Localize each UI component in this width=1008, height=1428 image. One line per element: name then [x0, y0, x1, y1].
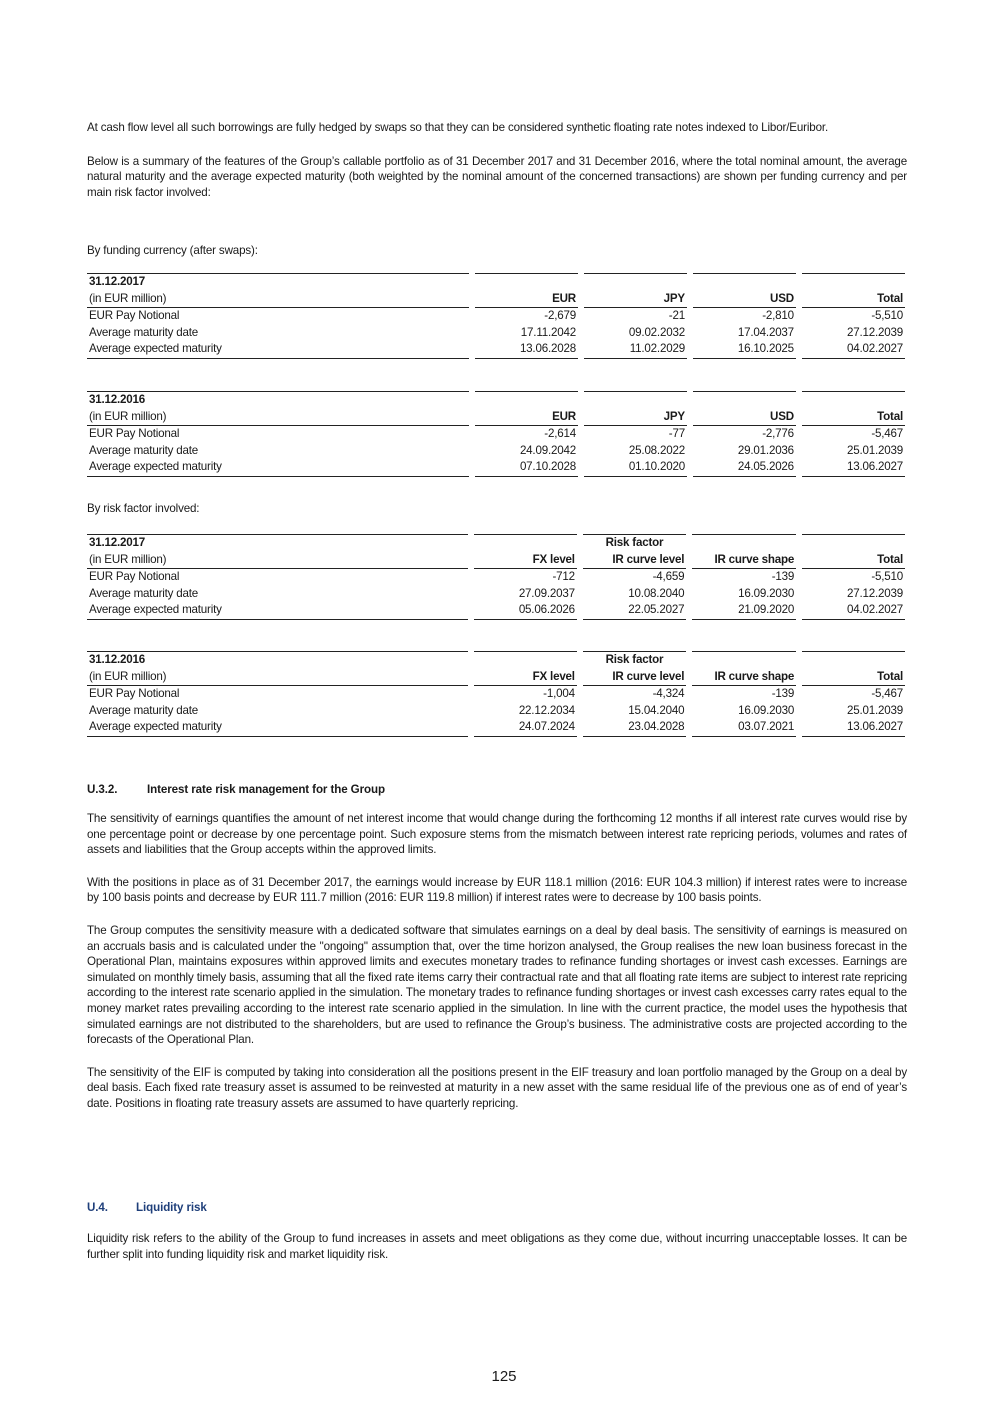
row-label: EUR Pay Notional — [89, 570, 180, 584]
cell-value: 21.09.2020 — [692, 602, 796, 619]
paragraph: The Group computes the sensitivity measure with a dedicated software that simulates earnings on a deal by deal basis. The sensitivity of earnings is measured on an accruals basis and is calculated under the "ongoing" assumption that, over the time horizon analysed, the Group realises the new loan business forecast in the Operational Plan, maintains exposures within approved limits and executes monetary trades to refinance funding shortages or invest cash excesses. Earnings are simulated on monthly timely basis, assuming that all the fixed rate items carry their contractual rate and that all floating rate items are subject to interest rate repricing according to the interest rate scenario applied in the simulation. The monetary trades to refinance funding shortages or invest cash excesses carry rates equal to the money market rates prevailing according to the interest rate scenario applied in the simulation. In line with the current practice, the model uses the hypothesis that simulated earnings are not distributed to the shareholders, but are used to refinance the Group’s business. The administrative costs are projected according to the forecasts of the Operational Plan. — [87, 923, 907, 1047]
currency-table-2017 — [87, 273, 905, 359]
column-header: USD — [693, 291, 796, 308]
cell-value: 29.01.2036 — [737, 443, 794, 457]
column-header: Total — [802, 291, 905, 308]
risk-table-2016 — [87, 651, 905, 737]
cell-value: 10.08.2040 — [628, 586, 685, 600]
column-header: Total — [802, 552, 905, 569]
table-unit: (in EUR million) — [87, 552, 468, 569]
cell-value: 24.05.2026 — [693, 459, 796, 476]
cell-value: 17.11.2042 — [520, 325, 576, 339]
cell-value: 09.02.2032 — [628, 325, 685, 339]
paragraph: The sensitivity of earnings quantifies the amount of net interest income that would change during the forthcoming 12 months if all interest rate curves would rise by one percentage point or decrease by one percentage point. Such exposure stems from the mismatch between interest rate repricing periods, volumes and rates of assets and liabilities that the Group accepts within the approved limits. — [87, 812, 907, 857]
cell-value: 27.12.2039 — [846, 586, 903, 600]
row-label: EUR Pay Notional — [89, 309, 180, 323]
cell-value: -77 — [668, 427, 685, 441]
cell-value: 16.09.2030 — [738, 586, 795, 600]
currency-table-2016 — [87, 391, 905, 477]
cell-value: 23.04.2028 — [583, 719, 687, 736]
cell-value: 22.12.2034 — [518, 703, 575, 717]
table-row — [87, 703, 905, 720]
table-row — [87, 308, 905, 325]
risk-table-2017 — [87, 534, 905, 620]
cell-value: 13.06.2028 — [475, 341, 578, 358]
row-label: EUR Pay Notional — [89, 687, 180, 701]
risk-factor-group-label: Risk factor — [583, 535, 687, 552]
column-header: IR curve level — [583, 669, 687, 686]
cell-value: 24.07.2024 — [474, 719, 577, 736]
section-heading — [87, 783, 907, 796]
table-date: 31.12.2016 — [87, 652, 468, 669]
table-row — [87, 686, 905, 703]
cell-value: -5,510 — [871, 309, 903, 323]
cell-value: -1,004 — [543, 687, 575, 701]
cell-value: -139 — [771, 570, 795, 584]
section-title: Interest rate risk management for the Group — [147, 783, 385, 796]
section-u4 — [87, 1201, 907, 1262]
table-unit: (in EUR million) — [87, 291, 469, 308]
cell-value: 16.10.2025 — [693, 341, 796, 358]
risk-factor-group-label: Risk factor — [583, 652, 687, 669]
page-number: 125 — [491, 1368, 517, 1385]
paragraph: The sensitivity of the EIF is computed by taking into consideration all the positions present in the EIF treasury and loan portfolio managed by the Group on a deal by deal basis. Each fixed rate treasury asset is assumed to be reinvested at maturity in a new asset with the same residual life of the previous one as of end of year’s date. Positions in floating rate treasury assets are assumed to have quarterly repricing. — [87, 1065, 907, 1110]
intro-paragraph-1: At cash flow level all such borrowings are fully hedged by swaps so that they can be considered synthetic floating rate notes indexed to Libor/Euribor. — [87, 121, 829, 134]
caption-risk-factor: By risk factor involved: — [87, 502, 200, 515]
row-label: Average expected maturity — [87, 341, 469, 358]
column-header: IR curve shape — [692, 669, 796, 686]
row-label: Average maturity date — [89, 325, 199, 339]
cell-value: -4,659 — [652, 570, 685, 584]
column-header: Total — [802, 669, 905, 686]
table-row — [87, 569, 905, 586]
column-header: Total — [802, 409, 905, 426]
cell-value: 27.09.2037 — [518, 586, 575, 600]
cell-value: 04.02.2027 — [802, 341, 905, 358]
cell-value: -2,776 — [762, 427, 794, 441]
column-header: JPY — [584, 409, 687, 426]
cell-value: 11.02.2029 — [584, 341, 687, 358]
caption-funding-currency: By funding currency (after swaps): — [87, 244, 258, 257]
table-row — [87, 443, 905, 460]
section-number: U.3.2. — [87, 783, 118, 796]
row-label: EUR Pay Notional — [89, 427, 180, 441]
cell-value: 17.04.2037 — [737, 325, 794, 339]
row-label: Average expected maturity — [87, 459, 469, 476]
cell-value: -139 — [771, 687, 795, 701]
table-row — [87, 602, 905, 619]
table-row — [87, 341, 905, 358]
table-unit: (in EUR million) — [87, 409, 469, 426]
table-row — [87, 459, 905, 476]
row-label: Average expected maturity — [87, 602, 468, 619]
column-header: EUR — [475, 291, 578, 308]
table-date: 31.12.2017 — [87, 535, 468, 552]
cell-value: 13.06.2027 — [802, 719, 905, 736]
table-row — [87, 325, 905, 342]
cell-value: 27.12.2039 — [846, 325, 903, 339]
cell-value: 04.02.2027 — [802, 602, 905, 619]
cell-value: 05.06.2026 — [474, 602, 577, 619]
cell-value: 25.01.2039 — [846, 703, 903, 717]
intro-paragraph-2: Below is a summary of the features of the Group’s callable portfolio as of 31 December 2017 and 31 December 2016, where the total nominal amount, the average natural maturity and the average expected maturity (both weighted by the nominal amount of the concerned transactions) are shown per funding currency and per main risk factor involved: — [87, 154, 907, 199]
cell-value: 16.09.2030 — [738, 703, 795, 717]
cell-value: 25.08.2022 — [628, 443, 685, 457]
table-row — [87, 719, 905, 736]
cell-value: -712 — [552, 570, 575, 584]
column-header: FX level — [474, 669, 577, 686]
cell-value: 25.01.2039 — [846, 443, 903, 457]
cell-value: 01.10.2020 — [584, 459, 687, 476]
cell-value: -2,810 — [762, 309, 794, 323]
cell-value: -5,467 — [871, 427, 903, 441]
row-label: Average maturity date — [89, 443, 199, 457]
column-header: USD — [693, 409, 796, 426]
section-number: U.4. — [87, 1201, 108, 1214]
table-row — [87, 426, 905, 443]
paragraph: Liquidity risk refers to the ability of the Group to fund increases in assets and meet obligations as they come due, without incurring unacceptable losses. It can be further split into funding liquidity risk and market liquidity risk. — [87, 1232, 907, 1261]
cell-value: 24.09.2042 — [519, 443, 576, 457]
cell-value: 22.05.2027 — [583, 602, 687, 619]
row-label: Average maturity date — [89, 586, 199, 600]
cell-value: -5,510 — [871, 570, 903, 584]
intro-section — [87, 120, 907, 200]
section-u32 — [87, 783, 907, 1112]
cell-value: 07.10.2028 — [475, 459, 578, 476]
table-row — [87, 586, 905, 603]
cell-value: -2,679 — [544, 309, 576, 323]
column-header: JPY — [584, 291, 687, 308]
table-date: 31.12.2016 — [87, 392, 469, 409]
column-header: FX level — [474, 552, 577, 569]
paragraph: With the positions in place as of 31 December 2017, the earnings would increase by EUR 118.1 million (2016: EUR 104.3 million) if interest rates were to increase by 100 basis points and decrease by EUR 111.7 million (2016: EUR 119.8 million) if interest rates were to decrease by 100 basis points. — [87, 875, 907, 905]
section-title: Liquidity risk — [136, 1201, 207, 1214]
cell-value: 15.04.2040 — [628, 703, 685, 717]
row-label: Average maturity date — [89, 703, 199, 717]
cell-value: -5,467 — [871, 687, 903, 701]
cell-value: 13.06.2027 — [802, 459, 905, 476]
column-header: IR curve shape — [692, 552, 796, 569]
cell-value: -4,324 — [652, 687, 685, 701]
table-date: 31.12.2017 — [87, 274, 469, 291]
table-unit: (in EUR million) — [87, 669, 468, 686]
row-label: Average expected maturity — [87, 719, 468, 736]
column-header: EUR — [475, 409, 578, 426]
cell-value: -2,614 — [544, 427, 576, 441]
cell-value: -21 — [668, 309, 685, 323]
section-heading — [87, 1201, 907, 1214]
cell-value: 03.07.2021 — [692, 719, 796, 736]
column-header: IR curve level — [583, 552, 687, 569]
